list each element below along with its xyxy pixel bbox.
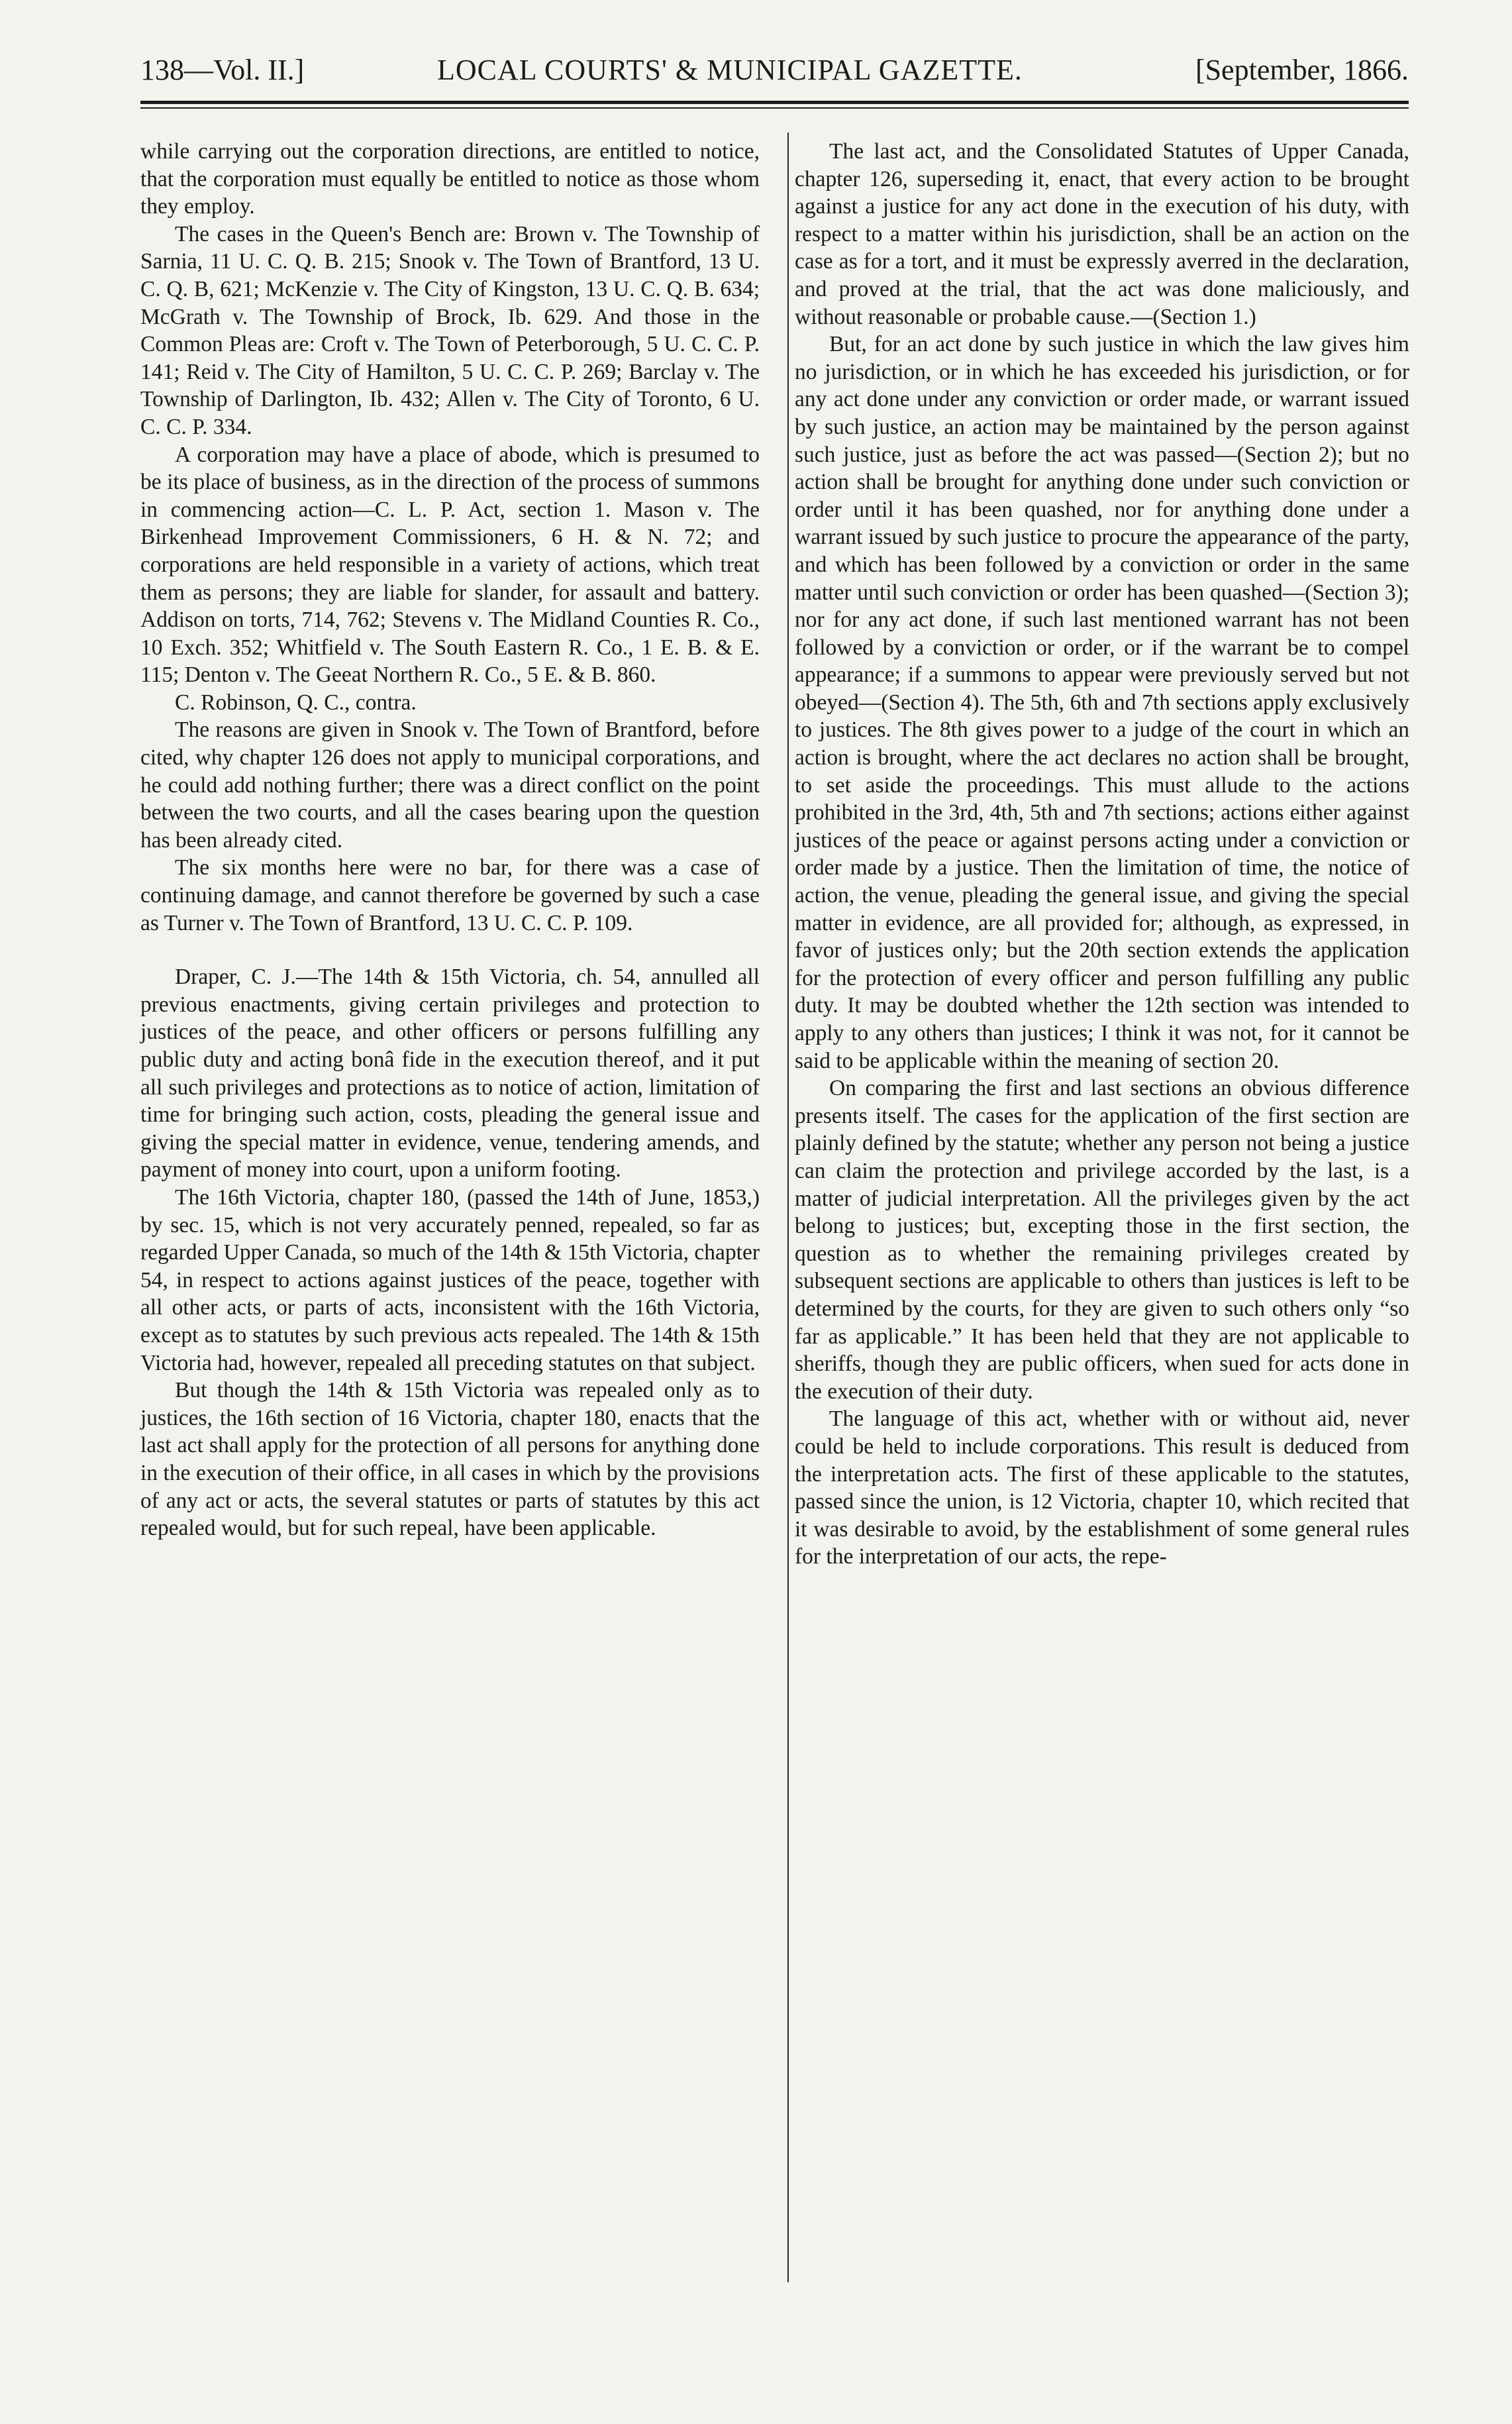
judgment-paragraph: Draper, C. J.—The 14th & 15th Victoria, ch. 54, annulled all previous enactments, giving certain privileges and protection to justices of the peace, and other officers or persons fulfilling any public duty and acting bonâ fide in the execution thereof, and it put all such privileges and protections as to notice of action, limitation of time for bringing such action, costs, pleading the general issue and giving the special matter in evidence, venue, tendering amends, and payment of money into court, upon a uniform footing. — [140, 965, 760, 1183]
paragraph: On comparing the first and last sections an obvious difference presents itself. The cases for the application of the first section are plainly defined by the statute; whether any person not being a justice can claim the protection and privilege accorded by the last, is a matter of judicial interpretation. All the privileges given by the act belong to justices; but, excepting those in the first section, the question as to whether the remaining privileges created by subsequent sections are applicable to others than justices is left to be determined by the courts, for they are given to such others only “so far as applicable.” It has been held that they are not applicable to sheriffs, though they are public officers, when sued for acts done in the execution of their duty. — [795, 1076, 1409, 1404]
paragraph: C. Robinson, Q. C., contra. — [175, 690, 417, 715]
paragraph: The reasons are given in Snook v. The Town of Brantford, before cited, why chapter 126 does not apply to municipal corporations, and he could add nothing further; there was a direct conflict on the point between the two courts, and all the cases bearing upon the question has been already cited. — [140, 717, 760, 853]
right-column — [795, 138, 1409, 1571]
issue-date: [September, 1866. — [1195, 54, 1409, 86]
paragraph: But, for an act done by such justice in which the law gives him no jurisdiction, or in which he has exceeded his jurisdiction, or for any act done under any conviction or order made, or warrant issued by such justice, an action may be maintained by the person against such justice, just as before the act was passed—(Section 2); but no action shall be brought for anything done under such conviction or order until it has been quashed, nor for anything done under a warrant issued by such justice to procure the appearance of the party, and which has been followed by a conviction or order in the same matter until such conviction or order has been quashed—(Section 3); nor for any act done, if such last mentioned warrant has not been followed by a conviction or order, or if the warrant be to compel appearance; if a summons to appear were previously served but not obeyed—(Section 4). The 5th, 6th and 7th sections apply exclusively to justices. The 8th gives power to a judge of the court in which an action is brought, where the act declares no action shall be brought, to set aside the proceedings. This must allude to the actions prohibited in the 3rd, 4th, 5th and 7th sections; actions either against justices of the peace or against persons acting under a conviction or order made by a justice. Then the limitation of time, the notice of action, the venue, pleading the general issue, and giving the special matter in evidence, are all provided for; although, as expressed, in favor of justices only; but the 20th section extends the application for the protection of every officer and person fulfilling any public duty. It may be doubted whether the 12th section was intended to apply to any others than justices; I think it was not, for it cannot be said to be applicable within the meaning of section 20. — [795, 332, 1409, 1073]
header-rule-thin — [140, 107, 1409, 109]
paragraph: The language of this act, whether with or without aid, never could be held to include corporations. This result is deduced from the interpretation acts. The first of these applicable to the statutes, passed since the union, is 12 Victoria, chapter 10, which recited that it was desirable to avoid, by the establishment of some general rules for the interpretation of our acts, the repe- — [795, 1406, 1409, 1569]
header-rule-thick — [140, 101, 1409, 104]
column-divider — [787, 132, 789, 2282]
paragraph: The six months here were no bar, for there was a case of continuing damage, and cannot therefore be governed by such a case as Turner v. The Town of Brantford, 13 U. C. C. P. 109. — [140, 855, 760, 935]
paragraph: The cases in the Queen's Bench are: Brown v. The Township of Sarnia, 11 U. C. Q. B. 215; Snook v. The Town of Brantford, 13 U. C. Q. B, 621; McKenzie v. The City of Kingston, 13 U. C. Q. B. 634; McGrath v. The Township of Brock, Ib. 629. And those in the Common Pleas are: Croft v. The Town of Peterborough, 5 U. C. C. P. 141; Reid v. The City of Hamilton, 5 U. C. C. P. 269; Barclay v. The Township of Darlington, Ib. 432; Allen v. The City of Toronto, 6 U. C. C. P. 334. — [140, 221, 760, 439]
paragraph: A corporation may have a place of abode, which is presumed to be its place of business, as in the direction of the process of summons in commencing action—C. L. P. Act, section 1. Mason v. The Birkenhead Improvement Commissioners, 6 H. & N. 72; and corporations are held responsible in a variety of actions, which treat them as persons; they are liable for slander, for assault and battery. Addison on torts, 714, 762; Stevens v. The Midland Counties R. Co., 10 Exch. 352; Whitfield v. The South Eastern R. Co., 1 E. B. & E. 115; Denton v. The Geeat Northern R. Co., 5 E. & B. 860. — [140, 442, 760, 688]
paragraph: while carrying out the corporation directions, are entitled to notice, that the corporation must equally be entitled to notice as those whom they employ. — [140, 139, 760, 219]
publication-title: LOCAL COURTS' & MUNICIPAL GAZETTE. — [437, 54, 1023, 86]
running-header — [140, 46, 1409, 93]
paragraph: The last act, and the Consolidated Statutes of Upper Canada, chapter 126, superseding it, enact, that every action to be brought against a justice for any act done in the execution of his duty, with respect to a matter within his jurisdiction, shall be an action on the case as for a tort, and it must be expressly averred in the declaration, and proved at the trial, that the act was done maliciously, and without reasonable or probable cause.—(Section 1.) — [795, 139, 1409, 329]
paragraph: The 16th Victoria, chapter 180, (passed the 14th of June, 1853,) by sec. 15, which is not very accurately penned, repealed, so far as regarded Upper Canada, so much of the 14th & 15th Victoria, chapter 54, in respect to actions against justices of the peace, together with all other acts, or parts of acts, inconsistent with the 16th Victoria, except as to statutes by such previous acts repealed. The 14th & 15th Victoria had, however, repealed all preceding statutes on that subject. — [140, 1185, 760, 1375]
paragraph: But though the 14th & 15th Victoria was repealed only as to justices, the 16th section of 16 Victoria, chapter 180, enacts that the last act shall apply for the protection of all persons for anything done in the execution of their office, in all cases in which by the provisions of any act or acts, the several statutes or parts of statutes by this act repealed would, but for such repeal, have been applicable. — [140, 1378, 760, 1541]
page-volume-label: 138—Vol. II.] — [140, 54, 305, 86]
left-column — [140, 138, 760, 1542]
